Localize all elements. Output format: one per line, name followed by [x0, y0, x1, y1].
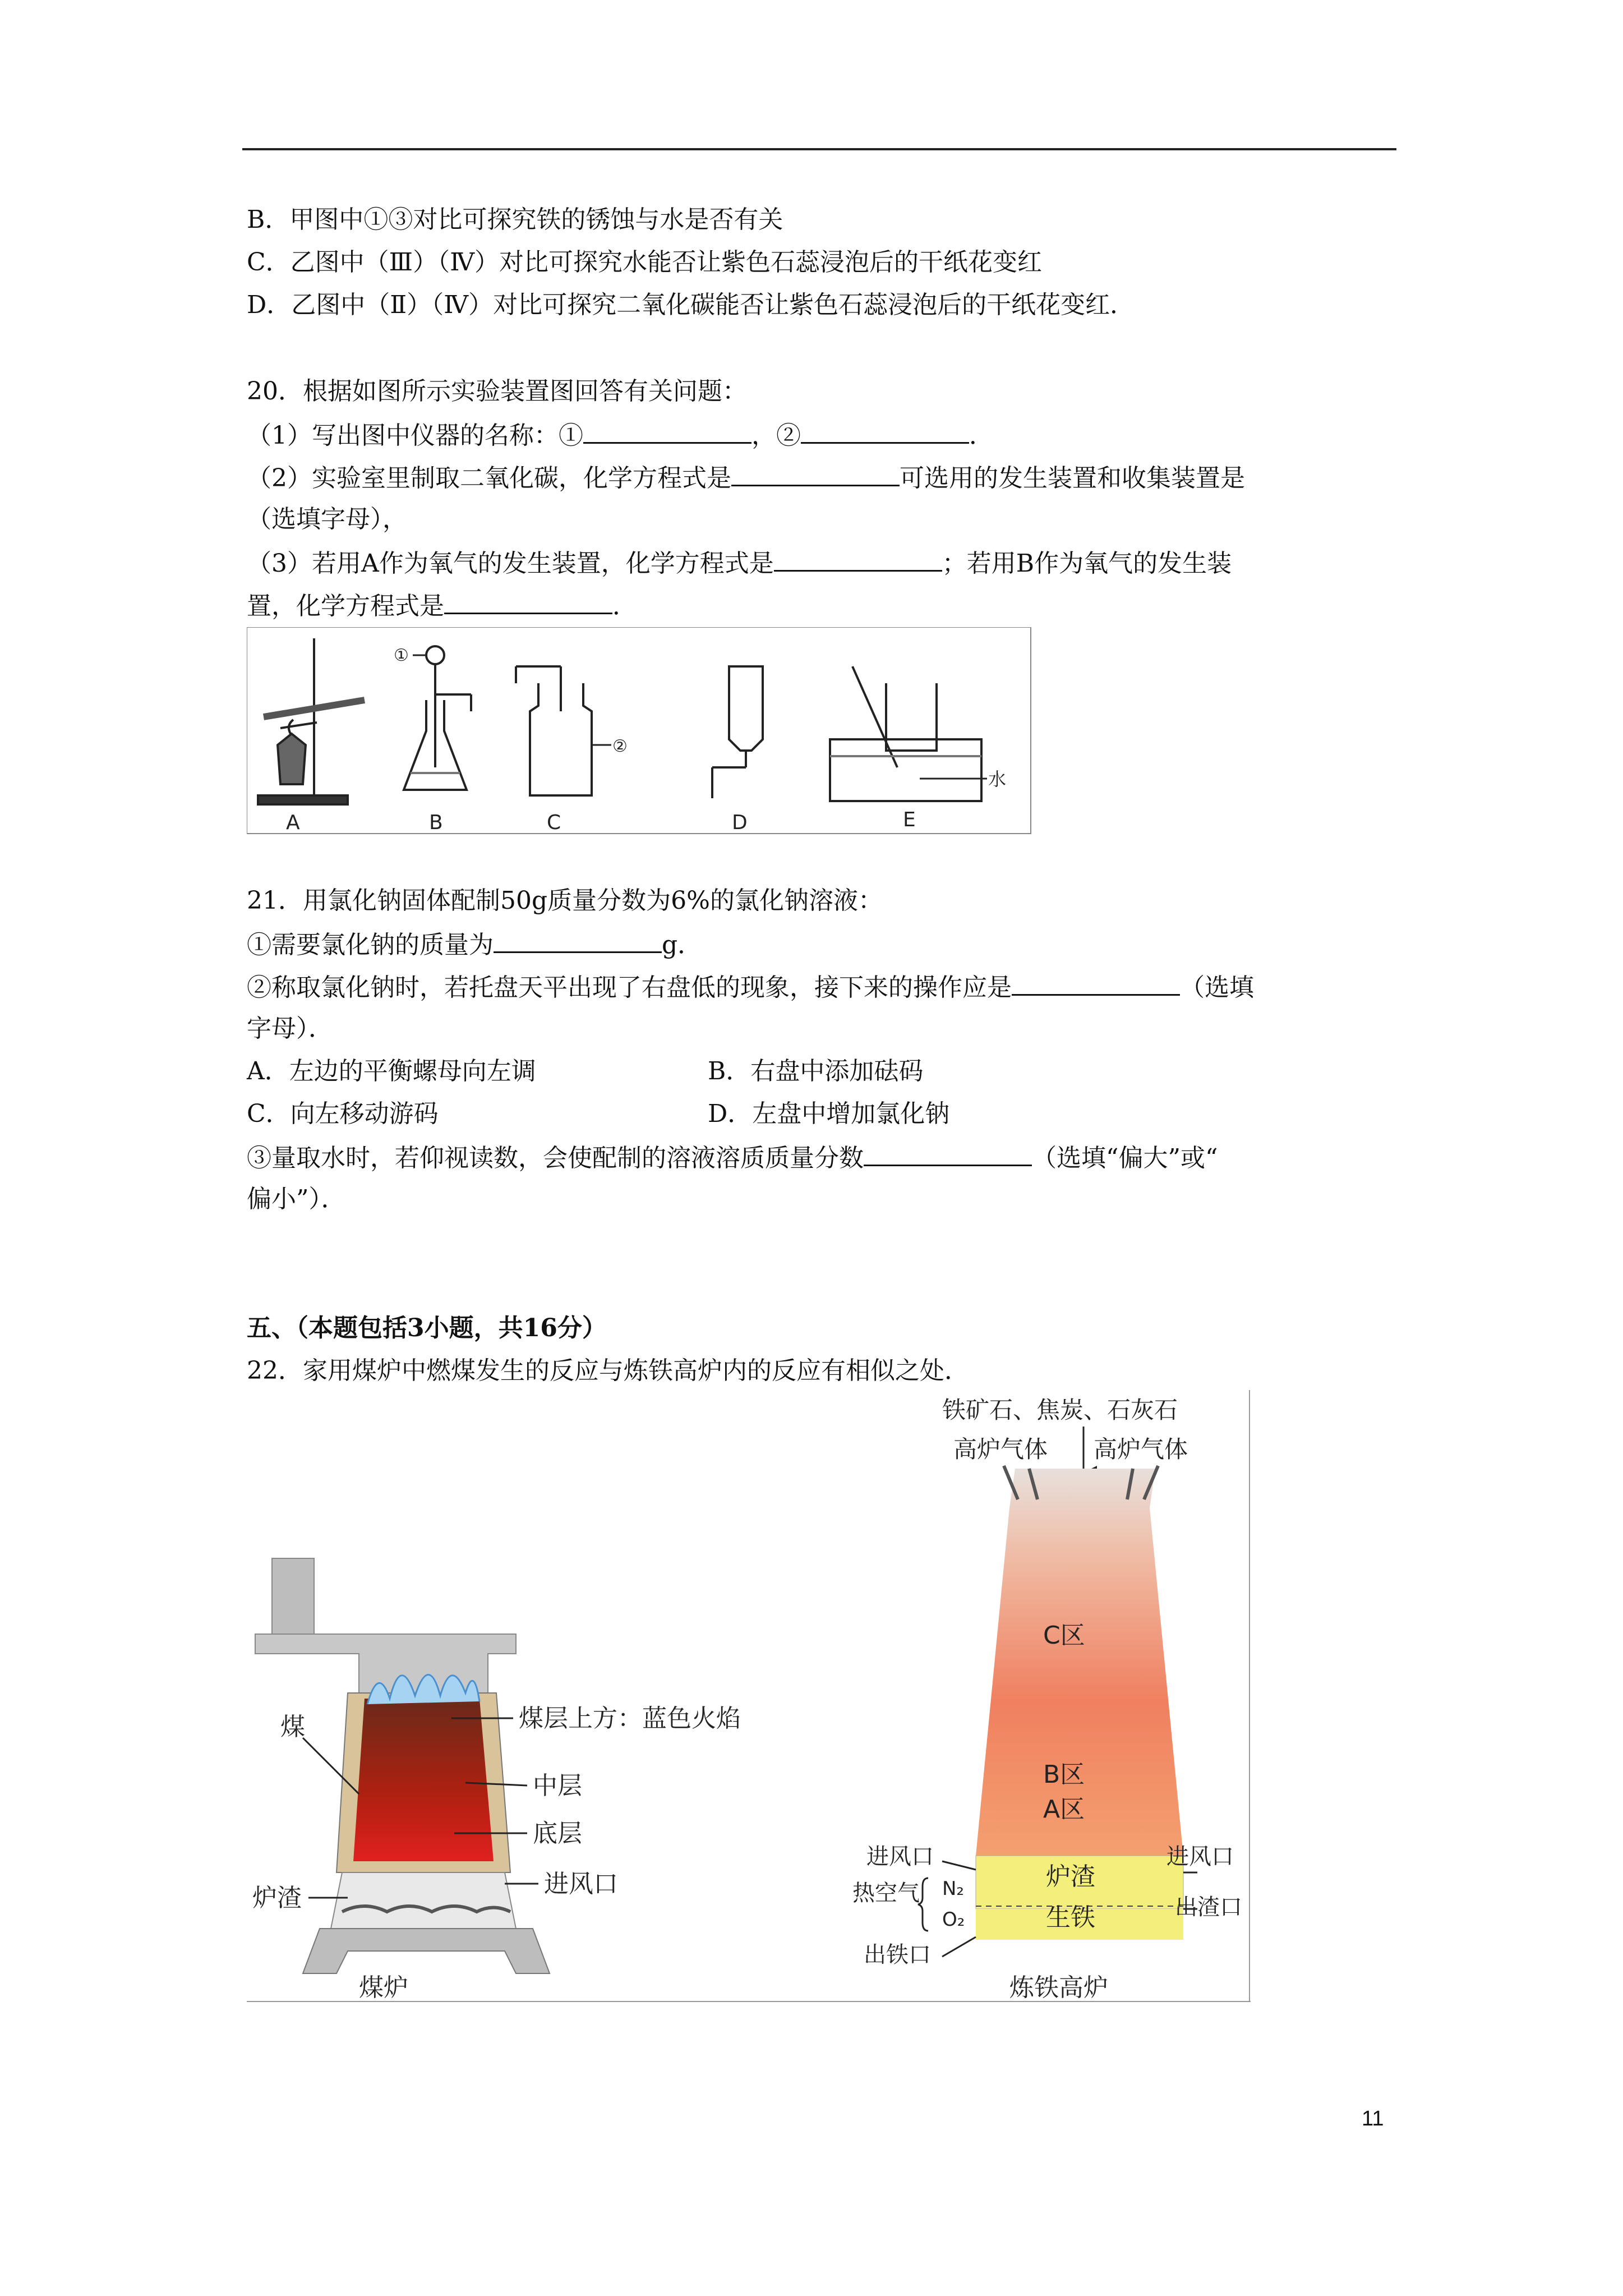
q20-stem: 20．根据如图所示实验装置图回答有关问题： [247, 377, 747, 406]
q21-blank-1[interactable] [494, 927, 662, 953]
apparatus-figure [247, 627, 1032, 835]
mark-1: ① [394, 646, 409, 665]
q20-part3: （3）若用A作为氧气的发生装置，化学方程式是 ；若用B作为氧气的发生装 [247, 545, 1232, 581]
label-top-flame: 煤层上方：蓝色火焰 [519, 1704, 741, 1733]
q21-part1: ①需要氯化钠的质量为 g． [247, 927, 702, 962]
q20-blank-2[interactable] [801, 417, 969, 444]
q19-option-d: D．乙图中（Ⅱ）（Ⅳ）对比可探究二氧化碳能否让紫色石蕊浸泡后的干纸花变红． [247, 291, 1135, 319]
q21-part2-cont: 字母）． [247, 1014, 333, 1043]
label-c: C [547, 811, 561, 834]
mark-2: ② [612, 737, 628, 756]
q20-part1: （1）写出图中仪器的名称：① ，② ． [247, 417, 994, 453]
caption-stove: 煤炉 [359, 1973, 408, 2002]
q21-option-b: B．右盘中添加砝码 [708, 1057, 924, 1085]
header-rule [242, 148, 1396, 150]
label-bottom-layer: 底层 [533, 1819, 582, 1848]
label-zone-a: A区 [1043, 1795, 1085, 1824]
label-middle-layer: 中层 [533, 1772, 582, 1800]
q21-option-d: D．左盘中增加氯化钠 [708, 1099, 950, 1128]
label-zone-b: B区 [1043, 1760, 1085, 1789]
q22-figure [247, 1390, 1251, 2007]
q21-blank-2[interactable] [1012, 969, 1180, 996]
label-o2: O₂ [942, 1908, 965, 1931]
q21-part3: ③量取水时，若仰视读数，会使配制的溶液溶质质量分数 （选填“偏大”或“ [247, 1140, 1218, 1175]
q20-blank-1[interactable] [583, 417, 751, 444]
label-slag-outlet: 出渣口 [1175, 1894, 1242, 1920]
q20-blank-4[interactable] [774, 545, 942, 572]
coal-stove [252, 1558, 741, 2002]
q20-blank-3[interactable] [731, 460, 900, 486]
label-b: B [429, 811, 443, 834]
q20-part3-cont: 置，化学方程式是 ． [247, 588, 637, 623]
q21-option-c: C．向左移动游码 [247, 1099, 439, 1128]
apparatus-c [516, 666, 628, 834]
q22-stem: 22．家用煤炉中燃煤发生的反应与炼铁高炉内的反应有相似之处． [247, 1356, 969, 1385]
q21-stem: 21．用氯化钠固体配制50g质量分数为6%的氯化钠溶液： [247, 886, 883, 915]
q21-option-a: A．左边的平衡螺母向左调 [247, 1057, 536, 1085]
label-coal: 煤 [280, 1713, 305, 1741]
q20-part2-cont: （选填字母）， [247, 505, 407, 533]
q21-blank-3[interactable] [864, 1140, 1032, 1166]
apparatus-e [830, 666, 1006, 831]
caption-furnace: 炼铁高炉 [1009, 1973, 1108, 2002]
label-inlet-right: 进风口 [1166, 1844, 1234, 1870]
q20-part2: （2）实验室里制取二氧化碳，化学方程式是 可选用的发生装置和收集装置是 [247, 460, 1245, 495]
label-d: D [732, 811, 748, 834]
apparatus-a [258, 638, 365, 834]
label-a: A [286, 811, 300, 834]
label-gas-right: 高炉气体 [1094, 1435, 1188, 1463]
q20-blank-5[interactable] [444, 588, 612, 614]
label-zone-c: C区 [1043, 1621, 1085, 1650]
apparatus-b [394, 646, 471, 834]
label-hot-air: 热空气 [852, 1880, 920, 1906]
q19-option-c: C．乙图中（Ⅲ）（Ⅳ）对比可探究水能否让紫色石蕊浸泡后的干纸花变红 [247, 248, 1043, 277]
q19-option-b: B．甲图中①③对比可探究铁的锈蚀与水是否有关 [247, 205, 783, 234]
label-stove-inlet: 进风口 [544, 1870, 618, 1898]
stove-chimney [272, 1558, 314, 1637]
q21-part2: ②称取氯化钠时，若托盘天平出现了右盘低的现象，接下来的操作应是 （选填 [247, 969, 1254, 1005]
label-n2: N₂ [942, 1878, 965, 1900]
label-iron-outlet: 出铁口 [864, 1942, 931, 1968]
page-number: 11 [1362, 2107, 1384, 2131]
section-5-title: 五、（本题包括3小题，共16分） [247, 1314, 607, 1342]
label-inlet-left: 进风口 [866, 1844, 934, 1870]
q21-part3-cont: 偏小”）． [247, 1185, 346, 1213]
label-furnace-slag: 炉渣 [1046, 1862, 1095, 1891]
blast-furnace [852, 1396, 1242, 2002]
label-water: 水 [988, 769, 1007, 790]
label-gas-left: 高炉气体 [953, 1435, 1048, 1463]
apparatus-d [712, 666, 763, 834]
label-pig-iron: 生铁 [1046, 1903, 1095, 1932]
stove-base [303, 1929, 550, 1973]
coal-bed [353, 1699, 494, 1861]
label-e: E [903, 808, 916, 831]
label-materials: 铁矿石、焦炭、石灰石 [942, 1396, 1178, 1424]
label-stove-slag: 炉渣 [252, 1884, 302, 1912]
